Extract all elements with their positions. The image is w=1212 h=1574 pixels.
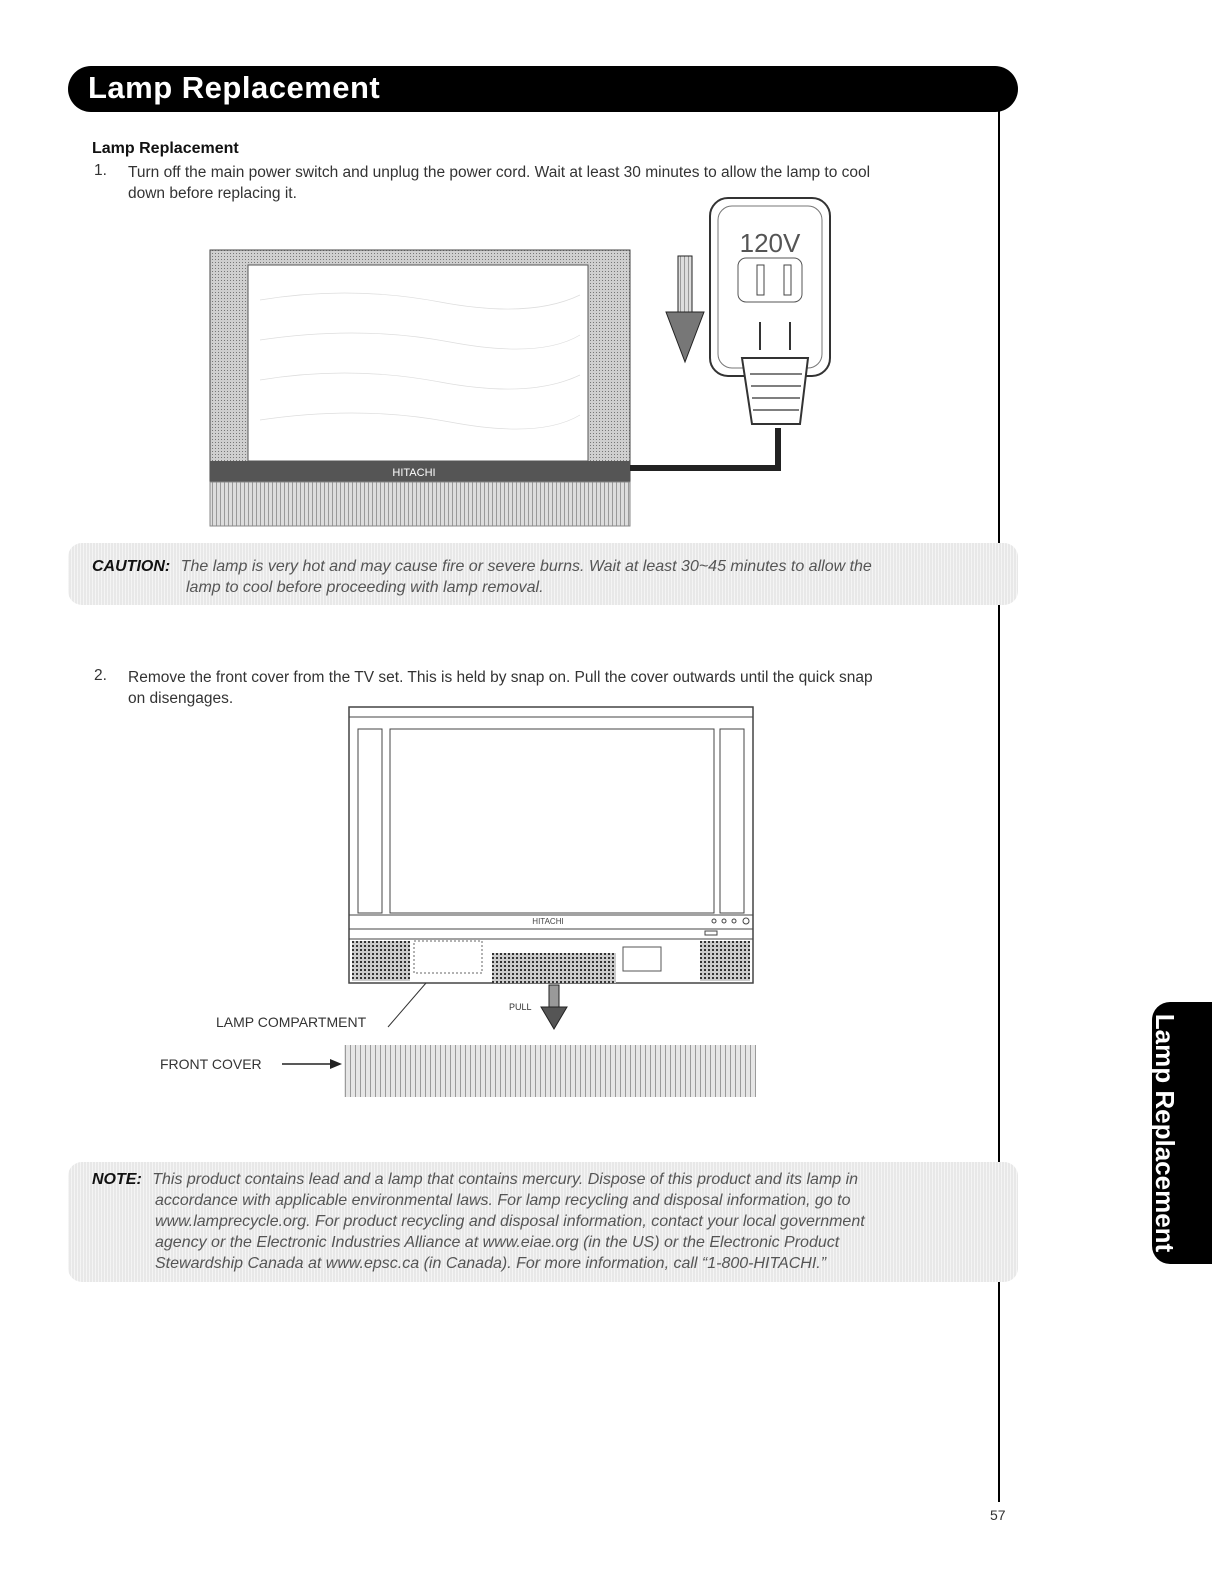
power-cord (630, 428, 778, 468)
page-title: Lamp Replacement (88, 70, 381, 105)
caution-line2: lamp to cool before proceeding with lamp removal. (186, 579, 544, 596)
step-2-text-line2: on disengages. (128, 690, 234, 707)
outlet-socket (738, 258, 802, 302)
front-cover (344, 1045, 756, 1097)
tv-unplug-illustration (200, 190, 860, 535)
note-line3: www.lamprecycle.org. For product recycling and disposal information, contact your local government (155, 1213, 865, 1230)
caution-text-1: The lamp is very hot and may cause fire or severe burns. Wait at least 30~45 minutes to allow the (180, 558, 872, 575)
front-cover-pointer-arrow (280, 1058, 344, 1070)
step-1-text-line2: down before replacing it. (128, 185, 297, 202)
note-text-1: This product contains lead and a lamp that contains mercury. Dispose of this product and its lamp in (152, 1171, 859, 1188)
note-line5: Stewardship Canada at www.epsc.ca (in Canada). For more information, call “1-800-HITACHI.” (155, 1255, 827, 1272)
section-title: Lamp Replacement (92, 140, 239, 157)
pull-label: PULL (509, 1002, 532, 1012)
side-tab-label: Lamp Replacement (1150, 1013, 1180, 1253)
step-2-text-line1: Remove the front cover from the TV set. This is held by snap on. Pull the cover outwards until the quick snap (128, 669, 873, 686)
tv-screen (248, 265, 588, 461)
tv-stand (210, 482, 630, 526)
unplug-arrow-head (666, 312, 704, 362)
power-plug (742, 358, 808, 424)
tv-brand-logo: HITACHI (392, 467, 436, 479)
center-vent (492, 953, 616, 983)
note-line2: accordance with applicable environmental laws. For lamp recycling and disposal information, go to (155, 1192, 851, 1209)
right-speaker (720, 729, 744, 913)
note-line1 (92, 1169, 858, 1190)
caution-label: CAUTION: (92, 558, 171, 575)
outlet-voltage-label: 120V (739, 228, 801, 258)
left-speaker (358, 729, 382, 913)
left-vent (352, 941, 410, 981)
step-1-text-line1: Turn off the main power switch and unplug the power cord. Wait at least 30 minutes to allow the lamp to cool (128, 164, 871, 181)
pull-arrow (541, 1007, 567, 1029)
step-1-number: 1. (94, 162, 107, 179)
page-number: 57 (990, 1507, 1006, 1523)
control-panel (623, 947, 661, 971)
front-cover-label: FRONT COVER (160, 1056, 262, 1072)
note-label: NOTE: (92, 1171, 142, 1188)
lamp-compartment (414, 941, 482, 973)
right-vent (700, 941, 750, 981)
tv-screen-2 (390, 729, 714, 913)
lamp-compartment-pointer (388, 983, 426, 1027)
step-2-number: 2. (94, 667, 107, 684)
tv-brand-logo-2: HITACHI (532, 917, 564, 926)
caution-line1 (92, 556, 872, 577)
right-rule-divider (998, 100, 1000, 1502)
front-cover-illustration (340, 705, 760, 1100)
note-line4: agency or the Electronic Industries Alliance at www.eiae.org (in the US) or the Electronic Product (155, 1234, 840, 1251)
lamp-compartment-label: LAMP COMPARTMENT (216, 1014, 367, 1030)
